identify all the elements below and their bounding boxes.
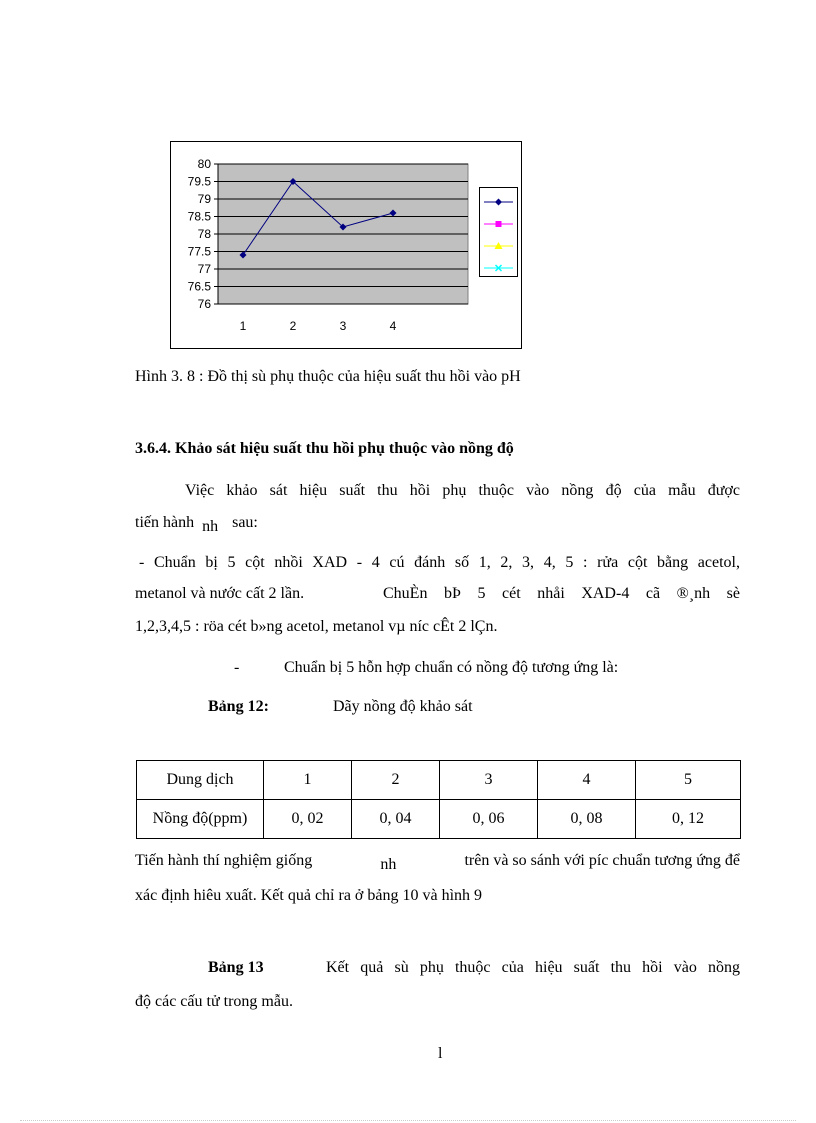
y-tick-label: 76.5 <box>187 279 211 294</box>
section-heading: 3.6.4. Khảo sát hiệu suất thu hồi phụ thuộc vào nồng độ <box>135 440 514 457</box>
text-fragment: trên và so sánh với píc chuẩn tương ứng để <box>464 852 740 869</box>
table-cell: Nồng độ(ppm) <box>137 800 264 839</box>
paragraph-2-line-2a: metanol và nước cất 2 lần. <box>135 585 305 602</box>
table-cell: 0, 12 <box>636 800 741 839</box>
paragraph-2-line-2b: ChuÈn bÞ 5 cét nhåi XAD-4 cã ®¸nh sè <box>383 585 740 602</box>
chart-legend <box>479 187 518 277</box>
y-tick-label: 80 <box>197 157 211 171</box>
x-tick-label: 1 <box>239 319 247 333</box>
table-13-caption-line-1: Kết quả sù phụ thuộc của hiệu suất thu hồi vào nồng <box>326 959 740 976</box>
page-divider <box>20 1120 796 1121</box>
table-cell: 0, 08 <box>538 800 636 839</box>
paragraph-1-line-2 <box>135 513 258 533</box>
legend-markers <box>480 188 517 276</box>
x-tick-label: 3 <box>339 319 347 333</box>
paragraph-2-line-1: - Chuẩn bị 5 cột nhồi XAD - 4 cú đánh số 1, 2, 3, 4, 5 : rửa cột bằng acetol, <box>139 554 740 571</box>
table-cell: Dung dịch <box>137 761 264 800</box>
table-12-label: Bảng 12: <box>208 698 269 715</box>
y-tick-label: 78 <box>197 227 211 241</box>
text-fragment: Tiến hành thí nghiệm giống <box>135 852 313 869</box>
text-fragment: nh <box>380 856 397 873</box>
table-cell: 5 <box>636 761 741 800</box>
concentration-table <box>136 760 741 839</box>
table-13-label: Bảng 13 <box>208 959 264 976</box>
y-tick-label: 79 <box>197 192 211 206</box>
y-tick-label: 77 <box>197 262 211 276</box>
legend-marker <box>496 221 502 227</box>
paragraph-1-line-1: Việc khảo sát hiệu suất thu hồi phụ thuộc vào nồng độ của mẫu được <box>185 482 740 499</box>
table-cell: 0, 06 <box>440 800 538 839</box>
table-cell: 2 <box>352 761 440 800</box>
y-tick-label: 79.5 <box>187 174 211 189</box>
text-fragment: tiến hành <box>135 514 195 531</box>
paragraph-3: Chuẩn bị 5 hỗn hợp chuẩn có nồng độ tương ứng là: <box>284 659 619 676</box>
text-fragment: sau: <box>232 514 258 531</box>
paragraph-4-line-2: xác định hiêu xuất. Kết quả chỉ ra ở bảng 10 và hình 9 <box>135 887 483 904</box>
table-cell: 3 <box>440 761 538 800</box>
figure-caption: Hình 3. 8 : Đồ thị sù phụ thuộc của hiệu suất thu hồi vào pH <box>135 368 521 385</box>
table-row <box>137 800 741 839</box>
table-13-caption-line-2: độ các cấu tử trong mẫu. <box>135 993 293 1010</box>
text-fragment: nh <box>202 518 219 535</box>
table-row <box>137 761 741 800</box>
table-cell: 0, 02 <box>264 800 352 839</box>
line-chart <box>170 141 522 349</box>
y-tick-label: 77.5 <box>187 244 211 259</box>
list-dash: - <box>234 659 240 676</box>
table-cell: 0, 04 <box>352 800 440 839</box>
x-tick-label: 4 <box>389 319 397 333</box>
x-tick-label: 2 <box>289 319 297 333</box>
paragraph-4-line-1 <box>135 851 740 871</box>
legend-marker <box>495 199 502 206</box>
table-12-title: Dãy nồng độ khảo sát <box>333 698 473 715</box>
table-cell: 1 <box>264 761 352 800</box>
page-number: l <box>438 1045 443 1062</box>
y-tick-label: 78.5 <box>187 209 211 224</box>
y-tick-label: 76 <box>197 297 211 311</box>
table-cell: 4 <box>538 761 636 800</box>
plot-area <box>188 157 468 333</box>
paragraph-2-line-3: 1,2,3,4,5 : röa cét b»ng acetol, metanol vµ níc cÊt 2 lÇn. <box>135 618 498 635</box>
